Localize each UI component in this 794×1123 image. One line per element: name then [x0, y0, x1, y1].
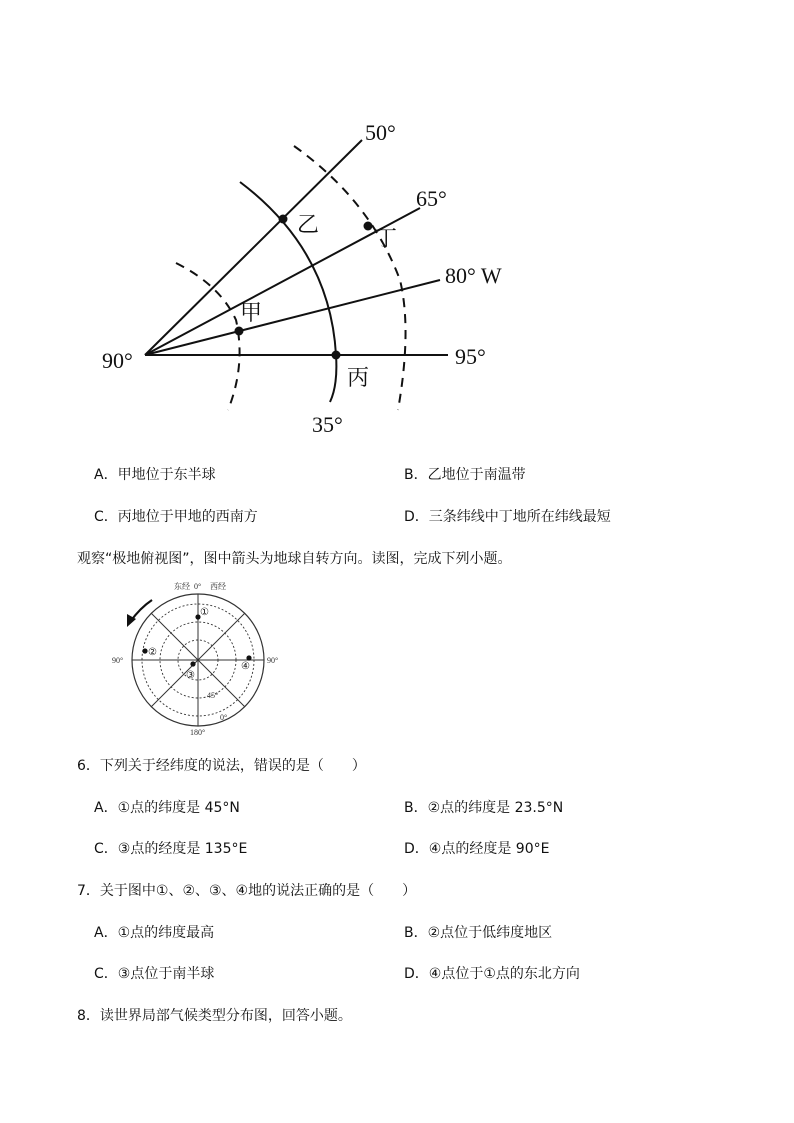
label-jia: 甲 [240, 300, 263, 325]
label-50: 50° [365, 120, 396, 145]
q5-option-c[interactable]: C．丙地位于甲地的西南方 [94, 509, 258, 525]
q5-option-b[interactable]: B．乙地位于南温带 [404, 467, 526, 483]
label-45: 45° [207, 691, 219, 700]
q5-option-a[interactable]: A．甲地位于东半球 [94, 467, 216, 483]
label-90: 90° [102, 348, 133, 373]
label-west: 西经 [210, 582, 226, 591]
arc-solid [240, 182, 336, 402]
label-yi: 乙 [297, 212, 320, 237]
q7-stem: 7．关于图中①、②、③、④地的说法正确的是（ ） [77, 883, 417, 899]
ray-80 [145, 280, 440, 355]
q6-option-a[interactable]: A．①点的纬度是 45°N [94, 800, 240, 816]
label-right-90: 90° [267, 656, 279, 665]
q7-option-c[interactable]: C．③点位于南半球 [94, 966, 215, 982]
label-east: 东经 [174, 582, 190, 591]
q5-option-d[interactable]: D．三条纬线中丁地所在纬线最短 [404, 509, 611, 525]
polar-point-2 [142, 648, 147, 653]
q6-option-b[interactable]: B．②点的纬度是 23.5°N [404, 800, 564, 816]
point-jia [235, 327, 244, 336]
label-180: 180° [190, 728, 206, 737]
latitude-sector-figure [80, 110, 520, 445]
label-left-90: 90° [112, 656, 124, 665]
q7-option-b[interactable]: B．②点位于低纬度地区 [404, 925, 553, 941]
label-point-4: ④ [241, 661, 250, 672]
label-top-0: 0° [194, 582, 202, 591]
q7-option-d[interactable]: D．④点位于①点的东北方向 [404, 966, 580, 982]
q8-stem: 8．读世界局部气候类型分布图，回答小题。 [77, 1008, 352, 1024]
q6-option-d[interactable]: D．④点的经度是 90°E [404, 841, 550, 857]
point-yi [279, 215, 288, 224]
q7-option-a[interactable]: A．①点的纬度最高 [94, 925, 215, 941]
label-80w: 80° W [445, 263, 502, 288]
section-intro: 观察“极地俯视图”，图中箭头为地球自转方向。读图，完成下列小题。 [77, 551, 512, 567]
polar-view-figure [108, 576, 293, 738]
arc-dashed-inner [176, 263, 240, 410]
polar-point-4 [246, 655, 251, 660]
label-95: 95° [455, 344, 486, 369]
label-bing: 丙 [347, 365, 370, 390]
label-point-3: ③ [186, 670, 195, 681]
label-65: 65° [416, 186, 447, 211]
label-ding: 丁 [375, 226, 398, 251]
q6-option-c[interactable]: C．③点的经度是 135°E [94, 841, 248, 857]
label-lat0: 0° [220, 713, 228, 722]
q6-stem: 6．下列关于经纬度的说法，错误的是（ ） [77, 758, 366, 774]
label-point-2: ② [148, 647, 157, 658]
point-bing [332, 351, 341, 360]
label-point-1: ① [200, 607, 209, 618]
point-ding [364, 222, 373, 231]
polar-point-3 [190, 661, 195, 666]
label-35: 35° [312, 412, 343, 437]
